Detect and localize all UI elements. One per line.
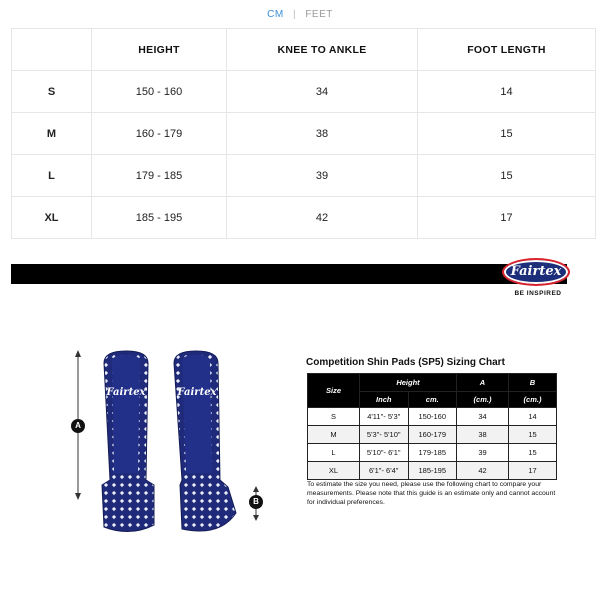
sizing-chart-title: Competition Shin Pads (SP5) Sizing Chart (306, 357, 505, 368)
pad-left-brand: Fairtex (106, 387, 146, 398)
chart-a-value: 38 (457, 426, 509, 444)
table-row (308, 426, 557, 444)
chart-subheader-inch: Inch (360, 392, 409, 408)
table-row (12, 113, 596, 155)
chart-a-value: 39 (457, 444, 509, 462)
unit-option-cm[interactable]: CM (267, 9, 284, 20)
sizing-chart-table (307, 373, 557, 480)
chart-a-value: 34 (457, 408, 509, 426)
product-image (70, 345, 275, 545)
unit-option-feet[interactable]: FEET (305, 9, 333, 20)
pad-right-brand: Fairtex (177, 387, 217, 398)
size-header-blank (12, 29, 92, 71)
chart-height-inch: 5'10"- 6'1" (360, 444, 409, 462)
chart-header-a: A (457, 374, 509, 392)
foot-length-value: 15 (418, 155, 596, 197)
chart-subheader-cm: cm. (408, 392, 457, 408)
chart-size: L (308, 444, 360, 462)
chart-height-cm: 179-185 (408, 444, 457, 462)
shin-pads-illustration (70, 345, 275, 545)
chart-height-inch: 5'3"- 5'10" (360, 426, 409, 444)
chart-height-cm: 160-179 (408, 426, 457, 444)
chart-b-value: 14 (509, 408, 557, 426)
chart-height-inch: 6'1"- 6'4" (360, 462, 409, 480)
foot-length-value: 15 (418, 113, 596, 155)
size-header-height: HEIGHT (92, 29, 227, 71)
chart-b-value: 15 (509, 426, 557, 444)
chart-height-cm: 185-195 (408, 462, 457, 480)
marker-a: A (71, 419, 85, 433)
knee-to-ankle-value: 42 (227, 197, 418, 239)
brand-banner (11, 264, 567, 284)
size-label: XL (12, 197, 92, 239)
size-label: S (12, 71, 92, 113)
brand-tagline: BE INSPIRED (514, 290, 562, 297)
arrow-up-icon (75, 350, 81, 357)
size-header-knee-to-ankle: KNEE TO ANKLE (227, 29, 418, 71)
table-row (308, 408, 557, 426)
chart-b-value: 15 (509, 444, 557, 462)
table-row (12, 155, 596, 197)
height-value: 179 - 185 (92, 155, 227, 197)
chart-subheader-a-unit: (cm.) (457, 392, 509, 408)
marker-b: B (249, 495, 263, 509)
chart-size: M (308, 426, 360, 444)
chart-height-cm: 150-160 (408, 408, 457, 426)
size-table-header-row (12, 29, 596, 71)
chart-a-value: 42 (457, 462, 509, 480)
knee-to-ankle-value: 38 (227, 113, 418, 155)
chart-size: S (308, 408, 360, 426)
unit-separator: | (292, 9, 297, 20)
table-row (12, 71, 596, 113)
table-row (308, 462, 557, 480)
knee-to-ankle-value: 39 (227, 155, 418, 197)
chart-header-size: Size (308, 374, 360, 408)
arrow-down-b-icon (253, 515, 259, 521)
height-value: 160 - 179 (92, 113, 227, 155)
chart-header-b: B (509, 374, 557, 392)
sizing-chart-header-row (308, 374, 557, 392)
chart-size: XL (308, 462, 360, 480)
size-label: M (12, 113, 92, 155)
brand-logo (498, 258, 578, 302)
size-table (11, 28, 596, 239)
unit-toggle (0, 9, 600, 20)
table-row (308, 444, 557, 462)
chart-header-height: Height (360, 374, 457, 392)
height-value: 150 - 160 (92, 71, 227, 113)
chart-height-inch: 4'11"- 5'3" (360, 408, 409, 426)
knee-to-ankle-value: 34 (227, 71, 418, 113)
foot-length-value: 17 (418, 197, 596, 239)
arrow-down-icon (75, 493, 81, 500)
chart-subheader-b-unit: (cm.) (509, 392, 557, 408)
size-label: L (12, 155, 92, 197)
brand-logo-name: Fairtex (510, 264, 562, 279)
table-row (12, 197, 596, 239)
shin-pad-right-center (182, 355, 212, 473)
chart-b-value: 17 (509, 462, 557, 480)
shin-pad-left-center (112, 355, 140, 473)
foot-length-value: 14 (418, 71, 596, 113)
arrow-up-b-icon (253, 486, 259, 492)
height-value: 185 - 195 (92, 197, 227, 239)
sizing-chart-note: To estimate the size you need, please use the following chart to compare your measurements. Please note that this guide is an estimate only and cannot account for individual preferences. (307, 481, 556, 506)
size-header-foot-length: FOOT LENGTH (418, 29, 596, 71)
